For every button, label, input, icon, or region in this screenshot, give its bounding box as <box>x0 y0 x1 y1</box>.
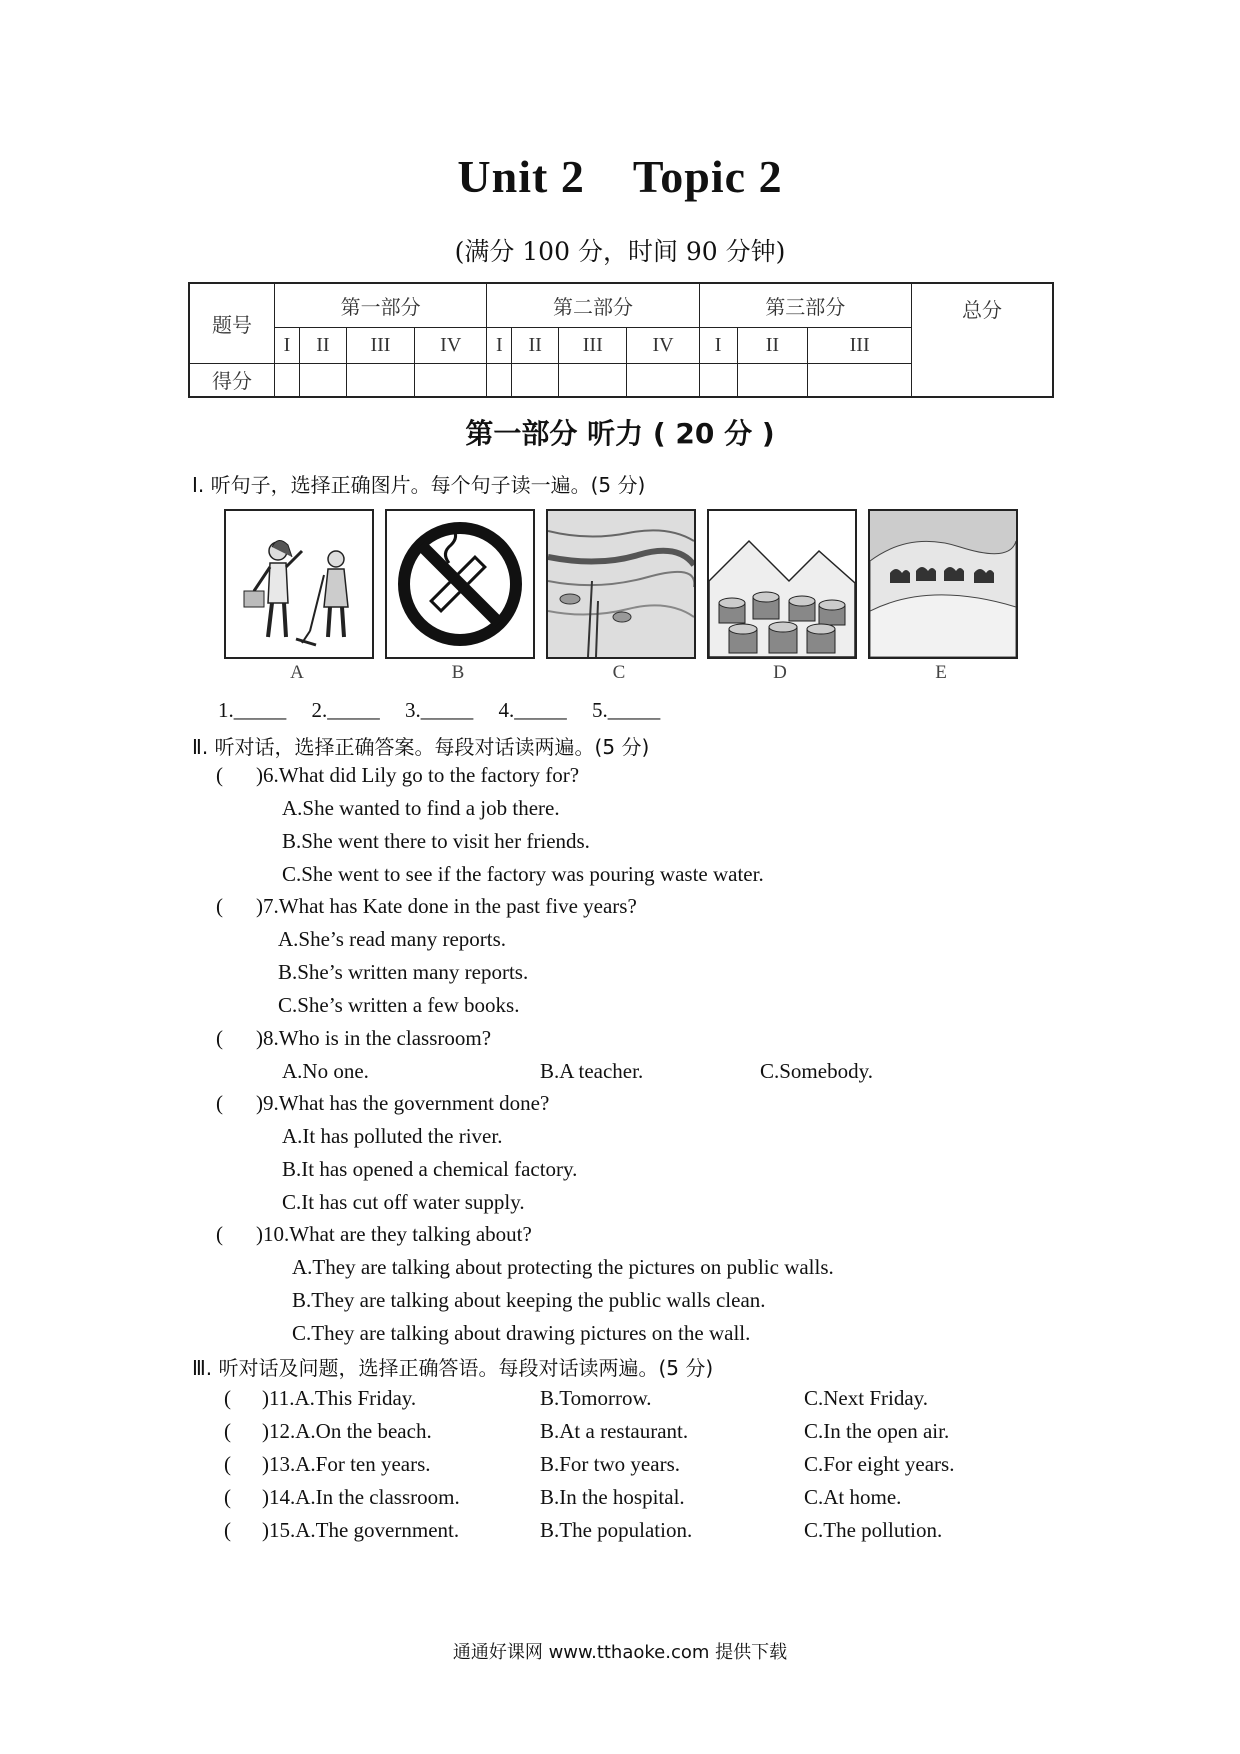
col-p1-3: III <box>346 327 414 363</box>
q7-option-a: A.She’s read many reports. <box>278 927 507 951</box>
score-cell[interactable] <box>512 363 559 397</box>
picture-d <box>707 509 857 659</box>
score-cell[interactable] <box>808 363 912 397</box>
blank-5[interactable]: 5._____ <box>592 698 661 722</box>
col-p2-4: IV <box>627 327 699 363</box>
paren[interactable]: ( <box>216 763 223 787</box>
question-9: )9.What has the government done? <box>256 1091 550 1115</box>
paren[interactable]: ( <box>216 894 223 918</box>
q9-option-a: A.It has polluted the river. <box>282 1124 503 1148</box>
q8-option-a: A.No one. <box>282 1059 369 1083</box>
row-label-number: 题号 <box>189 283 275 363</box>
question-13-option-b: B.For two years. <box>540 1452 680 1476</box>
paren[interactable]: ( <box>224 1452 231 1476</box>
question-11-option-c: C.Next Friday. <box>804 1386 929 1410</box>
question-15-option-a: )15.A.The government. <box>262 1518 460 1542</box>
section2-heading: Ⅱ. 听对话，选择正确答案。每段对话读两遍。(5 分) <box>192 735 650 759</box>
q8-option-c: C.Somebody. <box>760 1059 873 1083</box>
q10-option-c: C.They are talking about drawing pictures on the wall. <box>292 1321 751 1345</box>
picture-label-a: A <box>290 662 304 683</box>
col-p1-4: IV <box>415 327 487 363</box>
question-14-option-c: C.At home. <box>804 1485 902 1509</box>
answer-blanks <box>218 698 680 723</box>
row-label-score: 得分 <box>189 363 275 397</box>
part-heading: 第一部分 听力 ( 20 分 ) <box>465 417 775 450</box>
score-cell[interactable] <box>699 363 737 397</box>
col-p3-2: II <box>737 327 808 363</box>
score-cell[interactable] <box>559 363 627 397</box>
q10-option-b: B.They are talking about keeping the public walls clean. <box>292 1288 766 1312</box>
section3-heading: Ⅲ. 听对话及问题，选择正确答语。每段对话读两遍。(5 分) <box>192 1356 714 1380</box>
blank-3[interactable]: 3._____ <box>405 698 474 722</box>
score-cell[interactable] <box>737 363 808 397</box>
paren[interactable]: ( <box>224 1485 231 1509</box>
col-p1-2: II <box>299 327 346 363</box>
paren[interactable]: ( <box>224 1518 231 1542</box>
title-unit: Unit 2 <box>457 151 585 202</box>
picture-e <box>868 509 1018 659</box>
q6-option-b: B.She went there to visit her friends. <box>282 829 590 853</box>
no-smoking-icon <box>387 511 533 657</box>
col-p3-3: III <box>808 327 912 363</box>
q8-option-b: B.A teacher. <box>540 1059 644 1083</box>
score-cell[interactable] <box>415 363 487 397</box>
score-cell[interactable] <box>275 363 300 397</box>
question-10: )10.What are they talking about? <box>256 1222 532 1246</box>
picture-label-b: B <box>451 662 465 683</box>
q10-option-a: A.They are talking about protecting the pictures on public walls. <box>292 1255 834 1279</box>
col-p1-1: I <box>275 327 300 363</box>
col-p2-1: I <box>487 327 512 363</box>
total-header: 总分 <box>912 283 1054 397</box>
picture-label-c: C <box>612 662 626 683</box>
question-14-option-b: B.In the hospital. <box>540 1485 685 1509</box>
paren[interactable]: ( <box>216 1222 223 1246</box>
q9-option-b: B.It has opened a chemical factory. <box>282 1157 578 1181</box>
question-7: )7.What has Kate done in the past five years? <box>256 894 637 918</box>
question-13-option-c: C.For eight years. <box>804 1452 955 1476</box>
q7-option-c: C.She’s written a few books. <box>278 993 520 1017</box>
question-13-option-a: )13.A.For ten years. <box>262 1452 431 1476</box>
question-6: )6.What did Lily go to the factory for? <box>256 763 580 787</box>
score-table <box>188 282 1054 398</box>
score-cell[interactable] <box>346 363 414 397</box>
paren[interactable]: ( <box>216 1026 223 1050</box>
paren[interactable]: ( <box>224 1386 231 1410</box>
score-cell[interactable] <box>627 363 699 397</box>
page-subtitle: (满分 100 分，时间 90 分钟) <box>454 237 786 266</box>
section1-heading: Ⅰ. 听句子，选择正确图片。每个句子读一遍。(5 分) <box>192 473 646 497</box>
part3-header: 第三部分 <box>699 283 911 327</box>
part2-header: 第二部分 <box>487 283 699 327</box>
paren[interactable]: ( <box>216 1091 223 1115</box>
people-cleaning-illustration <box>226 511 372 657</box>
footer: 通通好课网 www.tthaoke.com 提供下载 <box>452 1642 788 1663</box>
blank-2[interactable]: 2._____ <box>311 698 380 722</box>
picture-b <box>385 509 535 659</box>
question-15-option-c: C.The pollution. <box>804 1518 943 1542</box>
q6-option-a: A.She wanted to find a job there. <box>282 796 560 820</box>
polluted-river-illustration <box>548 511 694 657</box>
question-11-option-a: )11.A.This Friday. <box>262 1386 417 1410</box>
question-15-option-b: B.The population. <box>540 1518 693 1542</box>
question-14-option-a: )14.A.In the classroom. <box>262 1485 460 1509</box>
col-p2-2: II <box>512 327 559 363</box>
q6-option-c: C.She went to see if the factory was pouring waste water. <box>282 862 764 886</box>
page-title <box>0 150 1240 203</box>
col-p3-1: I <box>699 327 737 363</box>
picture-label-d: D <box>773 662 787 683</box>
col-p2-3: III <box>559 327 627 363</box>
paren[interactable]: ( <box>224 1419 231 1443</box>
picture-c <box>546 509 696 659</box>
score-cell[interactable] <box>299 363 346 397</box>
blank-1[interactable]: 1._____ <box>218 698 287 722</box>
blank-4[interactable]: 4._____ <box>498 698 567 722</box>
title-topic: Topic 2 <box>632 151 783 202</box>
score-cell[interactable] <box>487 363 512 397</box>
q9-option-c: C.It has cut off water supply. <box>282 1190 525 1214</box>
picture-a <box>224 509 374 659</box>
question-11-option-b: B.Tomorrow. <box>540 1386 652 1410</box>
question-12-option-b: B.At a restaurant. <box>540 1419 689 1443</box>
tree-stumps-illustration <box>709 511 855 657</box>
part1-header: 第一部分 <box>275 283 487 327</box>
question-12-option-a: )12.A.On the beach. <box>262 1419 432 1443</box>
question-8: )8.Who is in the classroom? <box>256 1026 492 1050</box>
question-12-option-c: C.In the open air. <box>804 1419 950 1443</box>
desert-camels-illustration <box>870 511 1016 657</box>
picture-label-e: E <box>935 662 947 683</box>
q7-option-b: B.She’s written many reports. <box>278 960 529 984</box>
